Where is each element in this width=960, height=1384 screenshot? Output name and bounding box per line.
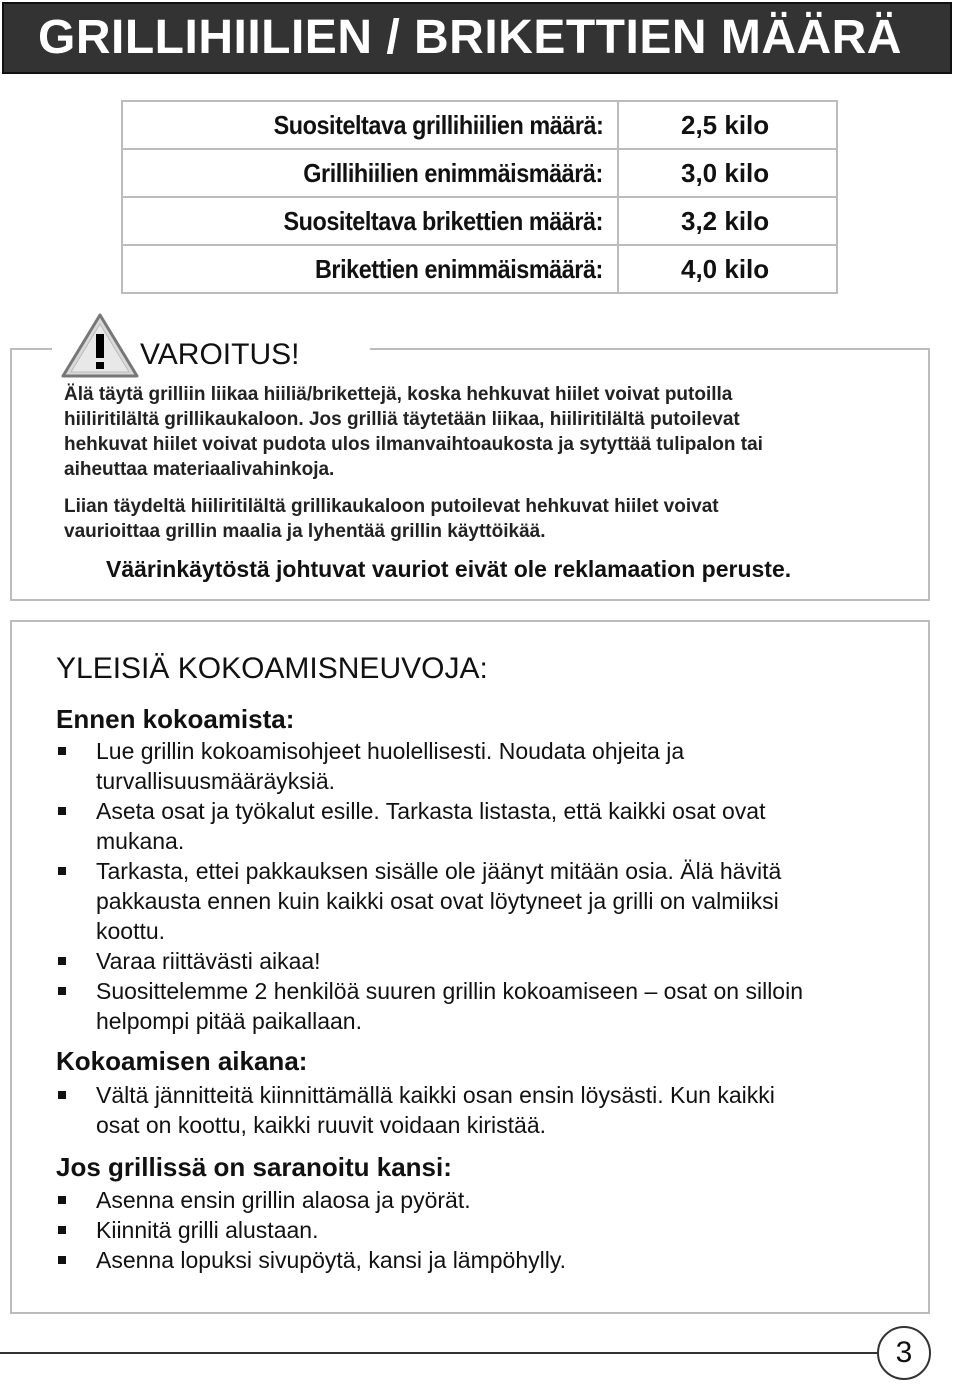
table-row bbox=[122, 245, 837, 293]
bullet-icon bbox=[58, 1256, 66, 1264]
spec-label: Suositeltava brikettien määrä: bbox=[283, 205, 603, 236]
spec-value: 3,0 kilo bbox=[618, 149, 837, 197]
list-item: Vältä jännitteitä kiinnittämällä kaikki osan ensin löysästi. Kun kaikki osat on koottu, kaikki ruuvit voidaan kiristää. bbox=[56, 1080, 876, 1140]
spec-label: Brikettien enimmäismäärä: bbox=[315, 253, 603, 284]
list-item: Varaa riittävästi aikaa! bbox=[56, 946, 876, 976]
bullet-list bbox=[56, 736, 876, 1036]
bullet-icon bbox=[58, 1091, 66, 1099]
bullet-icon bbox=[58, 867, 66, 875]
list-item: Asenna lopuksi sivupöytä, kansi ja lämpöhylly. bbox=[56, 1245, 876, 1275]
warning-box bbox=[10, 338, 930, 601]
warning-emphasis: Väärinkäytöstä johtuvat vauriot eivät ole reklamaation peruste. bbox=[106, 556, 792, 582]
subsection-title: Kokoamisen aikana: bbox=[56, 1046, 308, 1076]
bullet-list bbox=[56, 1080, 876, 1140]
spec-label: Grillihiilien enimmäismäärä: bbox=[303, 157, 603, 188]
bullet-icon bbox=[58, 747, 66, 755]
bullet-icon bbox=[58, 1196, 66, 1204]
spec-value: 3,2 kilo bbox=[618, 197, 837, 245]
list-item: Lue grillin kokoamisohjeet huolellisesti. Noudata ohjeita ja turvallisuusmääräyksiä. bbox=[56, 736, 876, 796]
spec-value: 2,5 kilo bbox=[681, 109, 770, 140]
list-item: Suosittelemme 2 henkilöä suuren grillin kokoamiseen – osat on silloin helpompi pitää paikallaan. bbox=[56, 976, 876, 1036]
bullet-icon bbox=[58, 807, 66, 815]
footer-rule bbox=[0, 1352, 880, 1354]
list-item: Aseta osat ja työkalut esille. Tarkasta listasta, että kaikki osat ovat mukana. bbox=[56, 796, 876, 856]
list-item: Asenna ensin grillin alaosa ja pyörät. bbox=[56, 1185, 876, 1215]
subsection-title: Ennen kokoamista: bbox=[56, 704, 295, 734]
warning-triangle-icon bbox=[60, 312, 140, 380]
table-row bbox=[122, 197, 837, 245]
subsection-title: Jos grillissä on saranoitu kansi: bbox=[56, 1152, 452, 1182]
quantity-table bbox=[121, 100, 838, 294]
bullet-list bbox=[56, 1185, 876, 1275]
bullet-icon bbox=[58, 987, 66, 995]
assembly-tips-box bbox=[10, 620, 930, 1314]
table-row bbox=[122, 149, 837, 197]
page-header bbox=[2, 2, 952, 74]
warning-paragraph: Liian täydeltä hiiliritilältä grillikaukaloon putoilevat hehkuvat hiilet voivat vaurioittaa grillin maalia ja lyhentää grillin käyttöikää. bbox=[64, 496, 719, 542]
bullet-icon bbox=[58, 1226, 66, 1234]
section-heading: YLEISIÄ KOKOAMISNEUVOJA: bbox=[56, 652, 488, 685]
table-row bbox=[122, 101, 837, 149]
warning-paragraph: Älä täytä grilliin liikaa hiiliä/brikettejä, koska hehkuvat hiilet voivat putoilla hiiliritilältä grillikaukaloon. Jos grilliä täytetään liikaa, hiiliritilältä putoilevat hehkuvat hiilet voivat pudota ulos ilmanvaihtoaukosta ja sytyttää tulipalon tai aiheuttaa materiaalivahinkoja. bbox=[64, 384, 763, 480]
list-item: Tarkasta, ettei pakkauksen sisälle ole jäänyt mitään osia. Älä hävitä pakkausta ennen kuin kaikki osat ovat löytyneet ja grilli on valmiiksi koottu. bbox=[56, 856, 876, 946]
list-item: Kiinnitä grilli alustaan. bbox=[56, 1215, 876, 1245]
page-number: 3 bbox=[877, 1326, 931, 1380]
warning-title: VAROITUS! bbox=[140, 338, 300, 371]
spec-label: Suositeltava grillihiilien määrä: bbox=[273, 109, 603, 140]
bullet-icon bbox=[58, 957, 66, 965]
spec-value: 4,0 kilo bbox=[618, 245, 837, 293]
page-title: GRILLIHIILIEN / BRIKETTIEN MÄÄRÄ bbox=[38, 11, 902, 64]
